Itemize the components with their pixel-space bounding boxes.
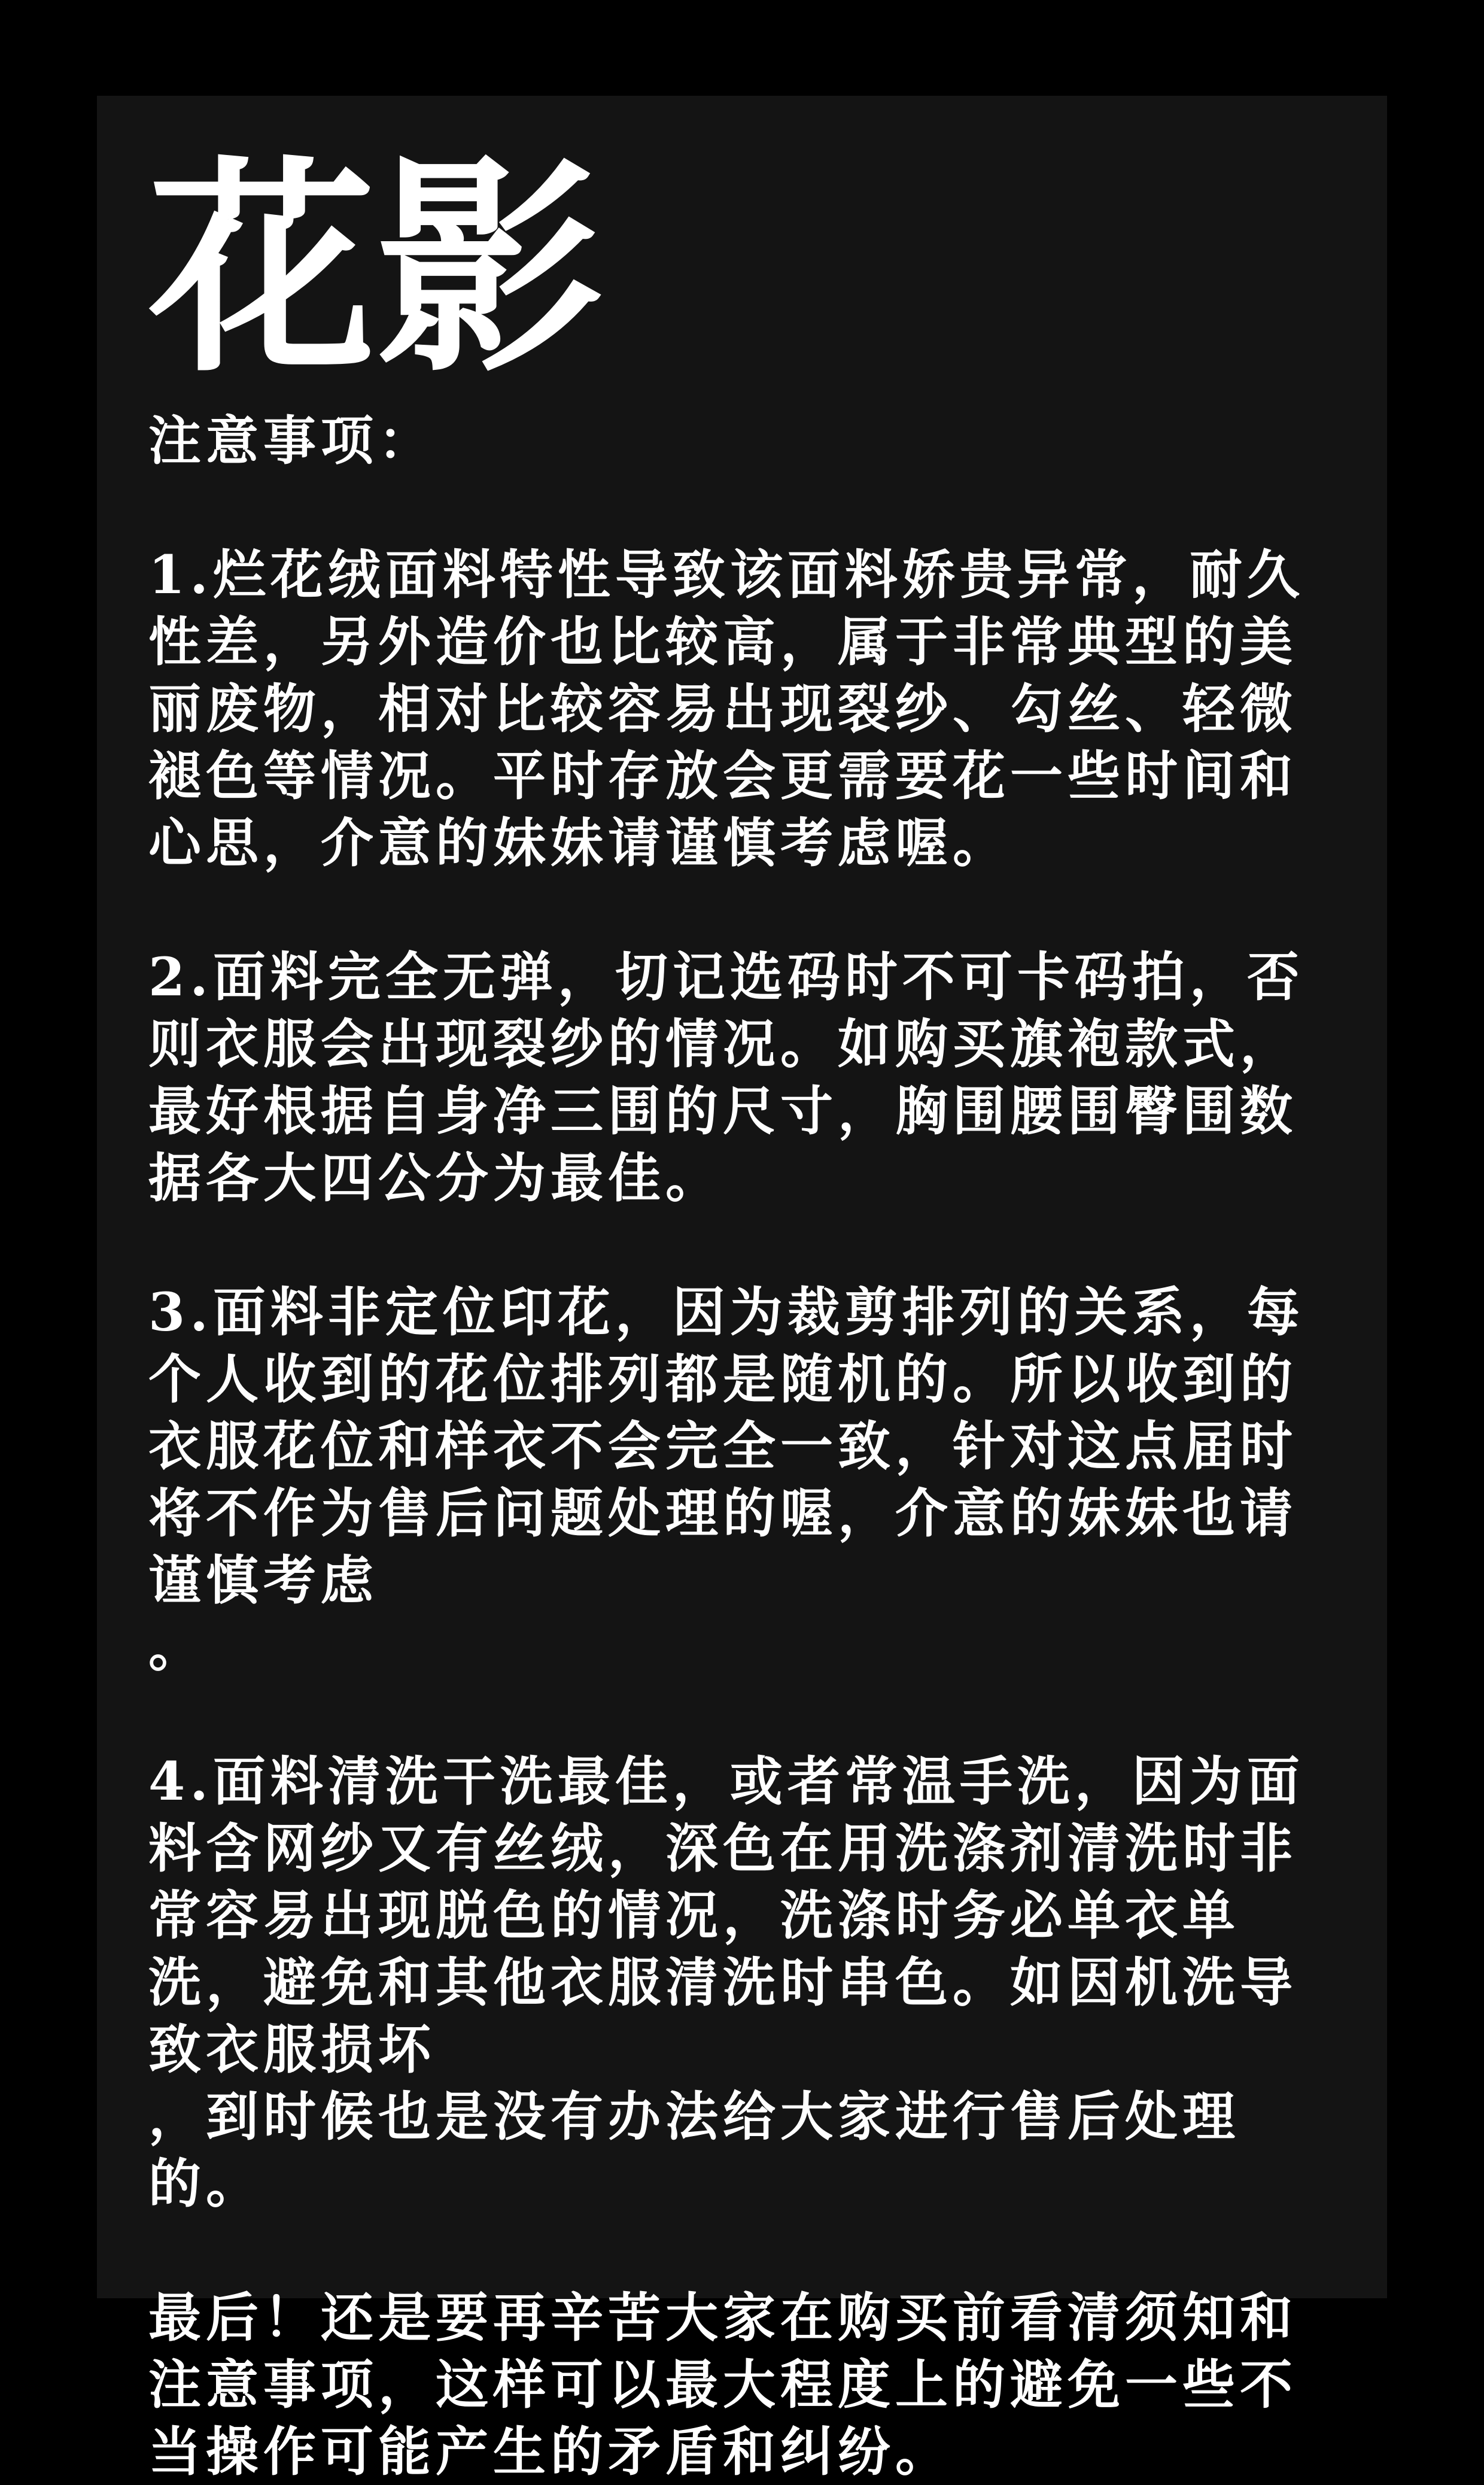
- notice-panel: [97, 96, 1387, 2483]
- page-title: 花影: [148, 135, 603, 403]
- section-heading: 注意事项：: [148, 409, 436, 472]
- notice-item-3: 3.面料非定位印花，因为裁剪排列的关系，每个人收到的花位排列都是随机的。所以收到的衣服花位和样衣不会完全一致，针对这点届时将不作为售后问题处理的喔，介意的妹妹也请谨慎考虑 。: [148, 1281, 1304, 1678]
- notice-item-2: 2.面料完全无弹，切记选码时不可卡码拍，否则衣服会出现裂纱的情况。如购买旗袍款式，最好根据自身净三围的尺寸，胸围腰围臀围数据各大四公分为最佳。: [148, 946, 1304, 1209]
- closing-note: 最后！还是要再辛苦大家在购买前看清须知和注意事项，这样可以最大程度上的避免一些不当操作可能产生的矛盾和纠纷。: [148, 2286, 1298, 2483]
- notice-item-4: 4.面料清洗干洗最佳，或者常温手洗，因为面料含网纱又有丝绒，深色在用洗涤剂清洗时非常容易出现脱色的情况，洗涤时务必单衣单洗，避免和其他衣服清洗时串色。如因机洗导致衣服损坏 ，到时候也是没有办法给大家进行售后处理的。: [148, 1750, 1304, 2214]
- notice-item-1: 1.烂花绒面料特性导致该面料娇贵异常，耐久性差，另外造价也比较高，属于非常典型的美丽废物，相对比较容易出现裂纱、勾丝、轻微褪色等情况。平时存放会更需要花一些时间和心思，介意的妹妹请谨慎考虑喔。: [148, 543, 1304, 874]
